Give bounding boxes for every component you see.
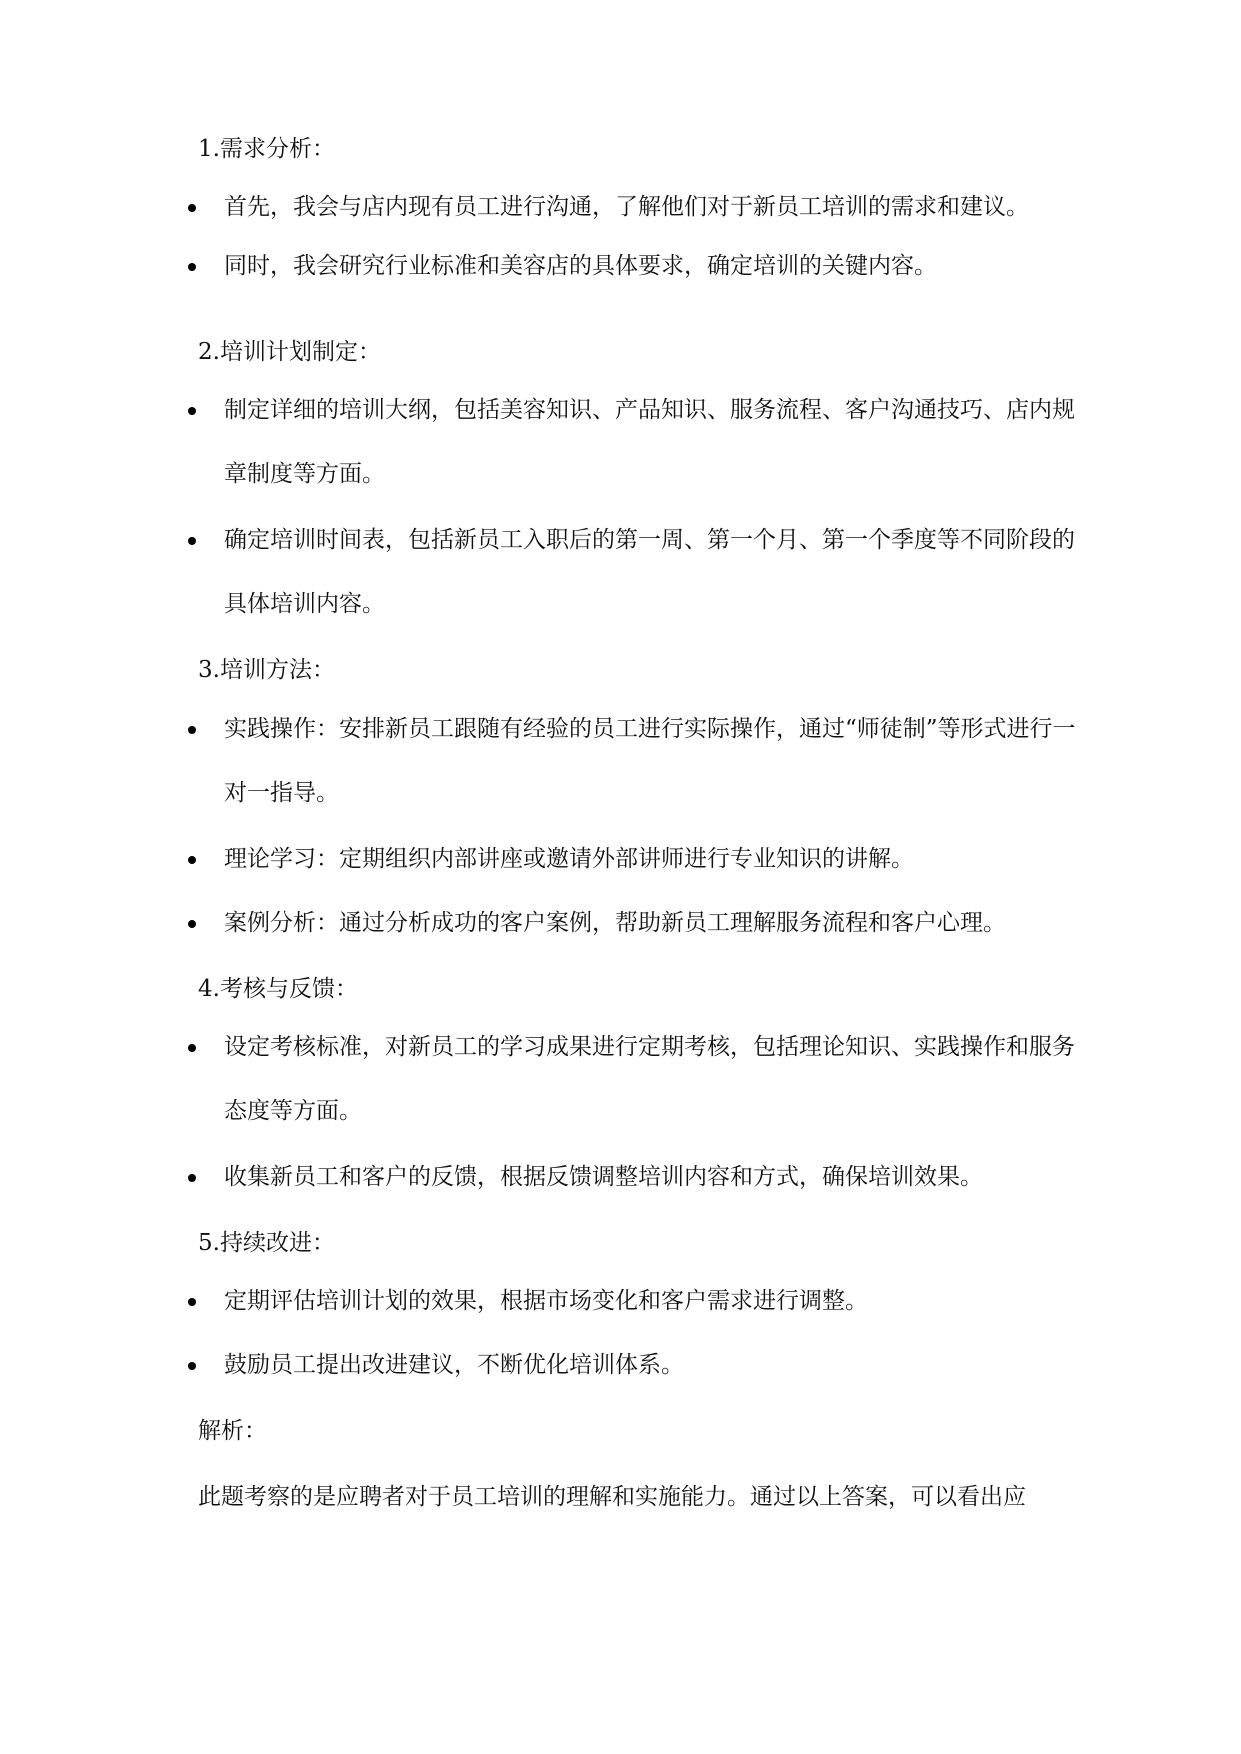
section-heading-3: 3.培训方法： (198, 657, 335, 683)
section-heading-2: 2.培训计划制定： (198, 339, 381, 365)
list-item-text: 案例分析：通过分析成功的客户案例，帮助新员工理解服务流程和客户心理。 (224, 910, 1006, 936)
section-heading-5: 5.持续改进： (198, 1230, 335, 1256)
list-item-text: 制定详细的培训大纲，包括美容知识、产品知识、服务流程、客户沟通技巧、店内规章制度等方面。 (224, 397, 1075, 487)
bullet-icon (188, 1044, 196, 1052)
list-item-text: 实践操作：安排新员工跟随有经验的员工进行实际操作，通过“师徒制”等形式进行一对一指导。 (224, 716, 1076, 806)
bullet-icon (188, 263, 196, 271)
bullet-icon (188, 204, 196, 212)
analysis-label: 解析： (198, 1418, 267, 1444)
list-item-text: 定期评估培训计划的效果，根据市场变化和客户需求进行调整。 (224, 1288, 868, 1314)
bullet-icon (188, 1174, 196, 1182)
list-item-text: 同时，我会研究行业标准和美容店的具体要求，确定培训的关键内容。 (224, 253, 937, 279)
list-item-text: 设定考核标准，对新员工的学习成果进行定期考核，包括理论知识、实践操作和服务态度等方面。 (224, 1034, 1075, 1124)
analysis-paragraph: 此题考察的是应聘者对于员工培训的理解和实施能力。通过以上答案，可以看出应 (198, 1484, 1026, 1510)
bullet-icon (188, 407, 196, 415)
list-item-text: 鼓励员工提出改进建议，不断优化培训体系。 (224, 1352, 684, 1378)
list-item-text: 确定培训时间表，包括新员工入职后的第一周、第一个月、第一个季度等不同阶段的具体培训内容。 (224, 527, 1075, 617)
section-heading-4: 4.考核与反馈： (198, 976, 358, 1002)
list-item-text: 理论学习：定期组织内部讲座或邀请外部讲师进行专业知识的讲解。 (224, 846, 914, 872)
list-item-text: 收集新员工和客户的反馈，根据反馈调整培训内容和方式，确保培训效果。 (224, 1164, 983, 1190)
section-heading-1: 1.需求分析： (198, 136, 335, 162)
bullet-icon (188, 856, 196, 864)
bullet-icon (188, 920, 196, 928)
bullet-icon (188, 537, 196, 545)
bullet-icon (188, 726, 196, 734)
list-item-text: 首先，我会与店内现有员工进行沟通，了解他们对于新员工培训的需求和建议。 (224, 194, 1029, 220)
bullet-icon (188, 1298, 196, 1306)
bullet-icon (188, 1362, 196, 1370)
